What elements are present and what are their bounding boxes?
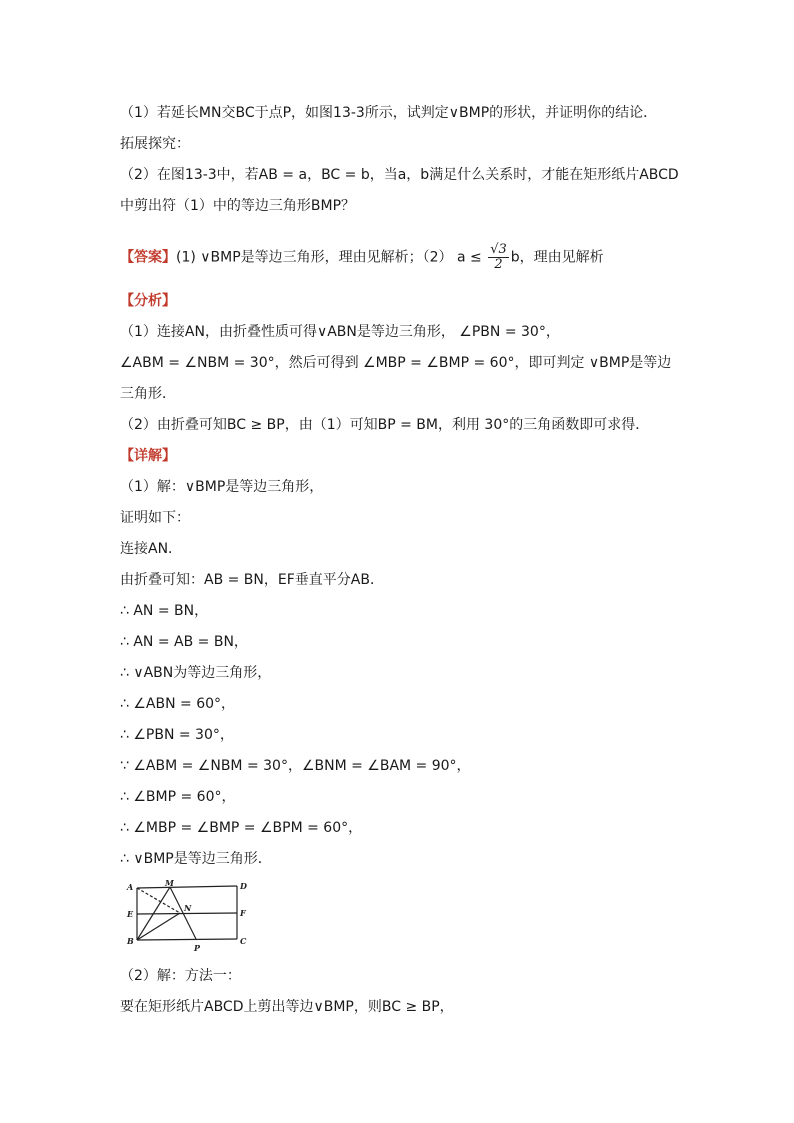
- label-E: E: [127, 909, 134, 919]
- detail-line-4: 由折叠可知：AB = BN，EF垂直平分AB．: [120, 572, 384, 588]
- analysis-line-3: 三角形．: [120, 386, 176, 402]
- analysis-tag: 【分析】: [120, 293, 176, 309]
- answer-text-2: b，理由见解析: [510, 249, 604, 266]
- detail-line-11: ∴ ∠BMP = 60°，: [120, 789, 236, 805]
- label-M: M: [165, 880, 174, 888]
- detail-line-10: ∵ ∠ABM = ∠NBM = 30°，∠BNM = ∠BAM = 90°，: [120, 758, 471, 774]
- label-C: C: [240, 936, 247, 946]
- geometry-figure: [124, 880, 254, 954]
- answer-fraction-numerator: √3: [490, 242, 507, 257]
- detail-line-8: ∴ ∠ABN = 60°，: [120, 696, 236, 712]
- answer-tag: 【答案】: [120, 249, 176, 266]
- detail-line-7: ∴ ∨ABN为等边三角形，: [120, 665, 272, 681]
- answer-fraction: [488, 243, 509, 272]
- detail-line-5: ∴ AN = BN，: [120, 603, 209, 619]
- edge-EF: [137, 913, 237, 914]
- analysis-line-1: （1）连接AN，由折叠性质可得∨ABN是等边三角形， ∠PBN = 30°，: [120, 324, 560, 340]
- analysis-line-2: ∠ABM = ∠NBM = 30°，然后可得到 ∠MBP = ∠BMP = 60°，即可判定 ∨BMP是等边: [120, 355, 672, 371]
- detail-line-6: ∴ AN = AB = BN，: [120, 634, 248, 650]
- method-line-1: （2）解：方法一：: [120, 968, 241, 984]
- label-P: P: [194, 943, 201, 953]
- label-D: D: [240, 881, 247, 891]
- extension-heading: 拓展探究：: [120, 136, 190, 152]
- analysis-line-4: （2）由折叠可知BC ≥ BP，由（1）可知BP = BM，利用 30°的三角函数即可求得．: [120, 417, 650, 433]
- question-part1: （1）若延长MN交BC于点P，如图13-3所示，试判定∨BMP的形状，并证明你的结论．: [120, 105, 658, 121]
- label-N: N: [184, 903, 192, 913]
- label-F: F: [240, 908, 246, 918]
- detail-line-12: ∴ ∠MBP = ∠BMP = ∠BPM = 60°，: [120, 820, 363, 836]
- answer-line: [120, 243, 604, 272]
- edge-AN: [137, 888, 180, 913]
- detail-line-1: （1）解：∨BMP是等边三角形，: [120, 479, 324, 495]
- answer-fraction-denominator: 2: [494, 257, 503, 272]
- label-A: A: [127, 882, 134, 892]
- detail-tag: 【详解】: [120, 448, 176, 464]
- detail-line-13: ∴ ∨BMP是等边三角形．: [120, 851, 272, 867]
- question-part2-cont: 中剪出符（1）中的等边三角形BMP？: [120, 198, 356, 214]
- question-part2: （2）在图13-3中，若AB = a，BC = b，当a，b满足什么关系时，才能在矩形纸片ABCD: [120, 167, 679, 183]
- answer-text-1: (1) ∨BMP是等边三角形，理由见解析；（2） a ≤: [176, 249, 482, 266]
- method-line-2: 要在矩形纸片ABCD上剪出等边∨BMP，则BC ≥ BP，: [120, 999, 454, 1015]
- detail-line-3: 连接AN．: [120, 541, 183, 557]
- label-B: B: [127, 936, 134, 946]
- edge-BC: [137, 939, 237, 940]
- detail-line-2: 证明如下：: [120, 510, 190, 526]
- edge-AD: [137, 886, 237, 888]
- detail-line-9: ∴ ∠PBN = 30°，: [120, 727, 234, 743]
- edge-BN: [137, 913, 180, 940]
